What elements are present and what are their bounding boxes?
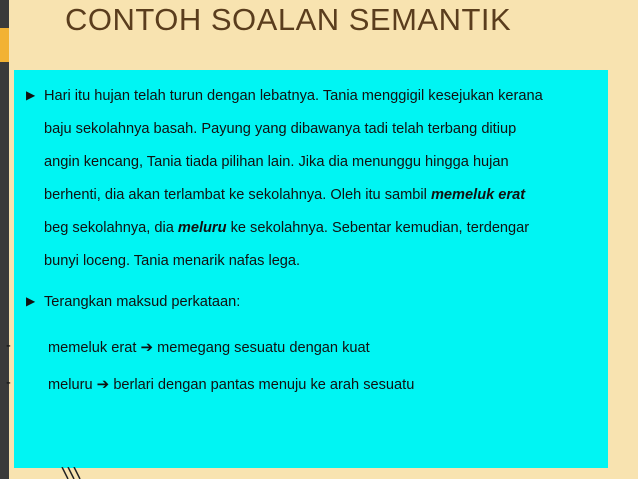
right-arrow-icon: ➔ <box>140 339 154 356</box>
emphasis-memeluk-erat: memeluk erat <box>430 187 526 203</box>
decorative-lines <box>60 467 90 479</box>
slide-title: CONTOH SOALAN SEMANTIK <box>65 2 512 37</box>
emphasis-meluru: meluru <box>177 220 227 236</box>
right-arrow-icon: ➔ <box>96 376 110 393</box>
content-box: ▶ Hari itu hujan telah turun dengan lebatnya. Tania menggigil kesejukan kerana baju sekolahnya basah. Payung yang dibawanya tadi telah terbang ditiup angin kencang, Tania tiada pilihan lain. Jika dia menunggu hingga hujan berhenti, dia akan terlambat ke sekolahnya. Oleh itu sambil memeluk erat beg sekolahnya, dia meluru ke sekolahnya. Sebentar kemudian, terdengar bunyi loceng. Tania menarik nafas lega. ▶ Terangkan maksud perkataan: - memeluk erat ➔ memegang sesuatu dengan kuat - meluru ➔ berlari dengan pantas menuju ke arah sesuatu <box>14 70 608 468</box>
left-edge-strip <box>0 0 9 479</box>
title-accent-bar <box>0 28 9 62</box>
triangle-bullet-icon: ▶ <box>26 294 36 308</box>
triangle-bullet-icon: ▶ <box>26 88 36 102</box>
